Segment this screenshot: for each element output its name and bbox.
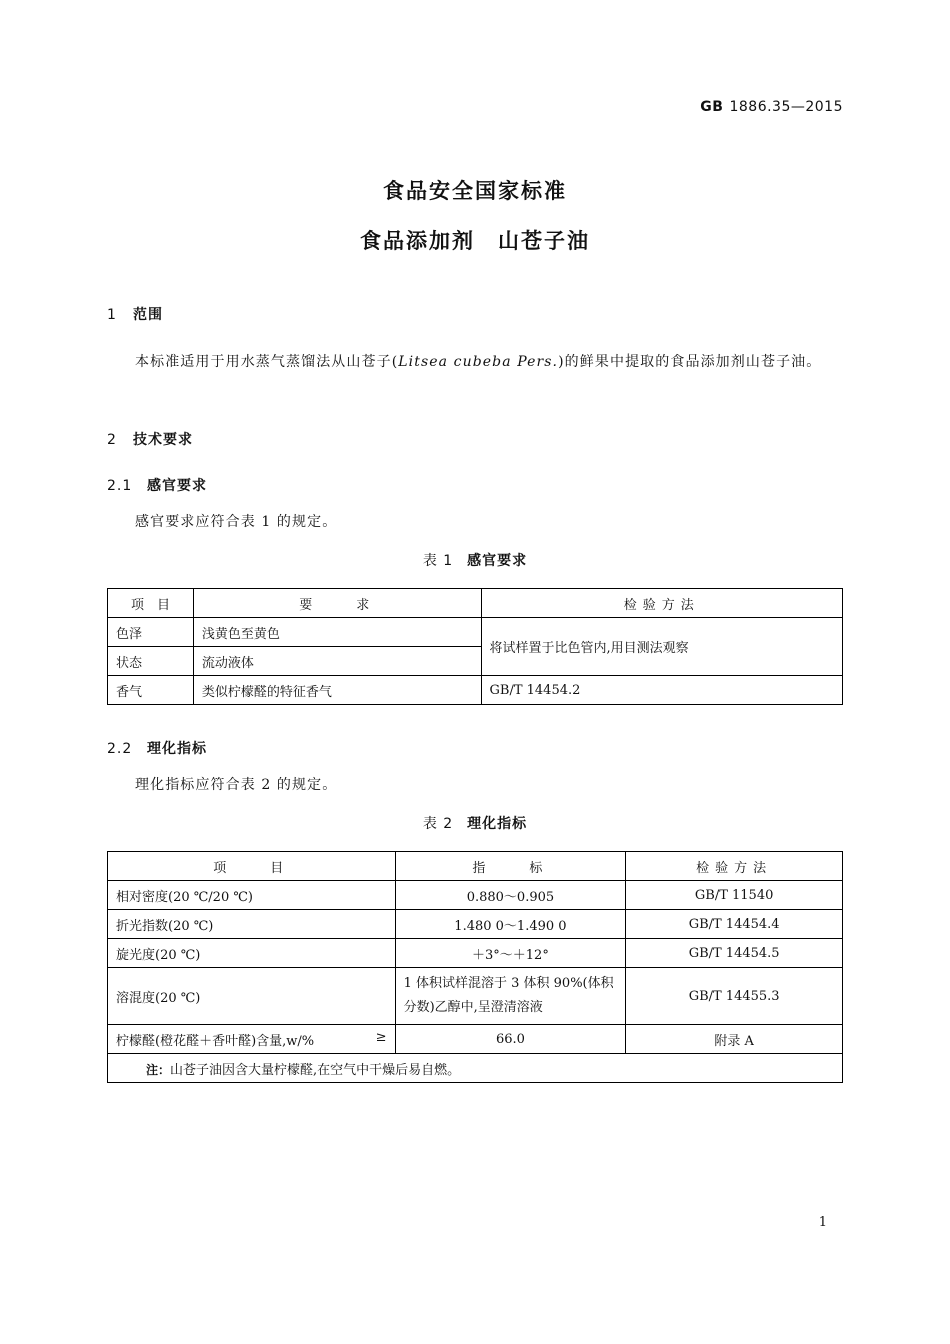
section-number: 2 [107,432,117,448]
scope-text-part1: 本标准适用于用水蒸气蒸馏法从山苍子( [135,354,399,370]
cell-requirement: 类似柠檬醛的特征香气 [193,676,481,705]
table-row [108,939,843,968]
section-heading-scope [107,304,163,324]
cell-value: 1 体积试样混溶于 3 体积 90%(体积分数)乙醇中,呈澄清溶液 [395,968,626,1025]
table-row [108,1025,843,1054]
cell-item: 香气 [108,676,194,705]
cell-value: 0.880～0.905 [395,881,626,910]
note-text: 山苍子油因含大量柠檬醛,在空气中干燥后易自燃。 [170,1062,461,1078]
item-text: 柠檬醛(橙花醛＋香叶醛)含量,w/% [116,1033,315,1049]
standard-code [700,99,843,115]
cell-item: 色泽 [108,618,194,647]
cell-value: 1.480 0～1.490 0 [395,910,626,939]
section-title: 感官要求 [147,478,207,494]
section-number: 2.1 [107,478,133,494]
table2-caption-title: 理化指标 [467,816,528,832]
table-row [108,968,843,1025]
table-row [108,618,843,647]
physicochemical-indicators-table [107,851,843,1083]
note-label: 注： [146,1062,171,1077]
cell-item: 相对密度(20 ℃/20 ℃) [108,881,396,910]
cell-item [108,1025,396,1054]
table1-caption-title: 感官要求 [467,553,528,569]
section-title: 范围 [133,307,163,323]
table-note-row [108,1054,843,1083]
header-item: 项 目 [108,589,194,618]
cell-method: 附录 A [626,1025,843,1054]
table-row [108,676,843,705]
cell-method: GB/T 14454.2 [481,676,842,705]
section-heading-sensory [107,475,207,495]
section-number: 1 [107,307,117,323]
cell-item: 折光指数(20 ℃) [108,910,396,939]
cell-method: GB/T 14454.4 [626,910,843,939]
section-title: 理化指标 [147,741,207,757]
latin-name: Litsea cubeba Pers. [398,354,559,370]
cell-requirement: 流动液体 [193,647,481,676]
sensory-paragraph: 感官要求应符合表 1 的规定。 [135,514,338,530]
table-row [108,910,843,939]
cell-value: ＋3°～＋12° [395,939,626,968]
cell-value: 66.0 [395,1025,626,1054]
table-header-row [108,852,843,881]
cell-method: GB/T 11540 [626,881,843,910]
table1-caption [0,550,950,570]
scope-paragraph [107,350,843,374]
physicochemical-paragraph: 理化指标应符合表 2 的规定。 [135,777,338,793]
cell-item: 状态 [108,647,194,676]
cell-item: 溶混度(20 ℃) [108,968,396,1025]
header-method: 检验方法 [481,589,842,618]
ge-symbol: ≥ [375,1029,387,1045]
sensory-requirements-table [107,588,843,705]
table-header-row [108,589,843,618]
header-requirement: 要 求 [193,589,481,618]
header-item: 项 目 [108,852,396,881]
section-heading-requirements [107,429,193,449]
table1-caption-number: 表 1 [422,553,454,569]
section-number: 2.2 [107,741,133,757]
document-title: 食品安全国家标准 [383,179,567,203]
header-method: 检验方法 [626,852,843,881]
section-heading-physicochemical [107,738,207,758]
header-indicator: 指 标 [395,852,626,881]
standard-prefix: GB [700,99,724,115]
cell-requirement: 浅黄色至黄色 [193,618,481,647]
standard-number: 1886.35—2015 [729,99,843,115]
scope-text-part2: )的鲜果中提取的食品添加剂山苍子油。 [558,354,822,370]
cell-method: GB/T 14455.3 [626,968,843,1025]
table-note [108,1054,843,1083]
document-subtitle: 食品添加剂 山苍子油 [360,229,590,253]
table2-caption [0,813,950,833]
cell-item: 旋光度(20 ℃) [108,939,396,968]
cell-method-merged: 将试样置于比色管内,用目测法观察 [481,618,842,676]
section-title: 技术要求 [133,432,193,448]
cell-method: GB/T 14454.5 [626,939,843,968]
table2-caption-number: 表 2 [422,816,454,832]
table-row [108,881,843,910]
page-number: 1 [818,1215,827,1230]
